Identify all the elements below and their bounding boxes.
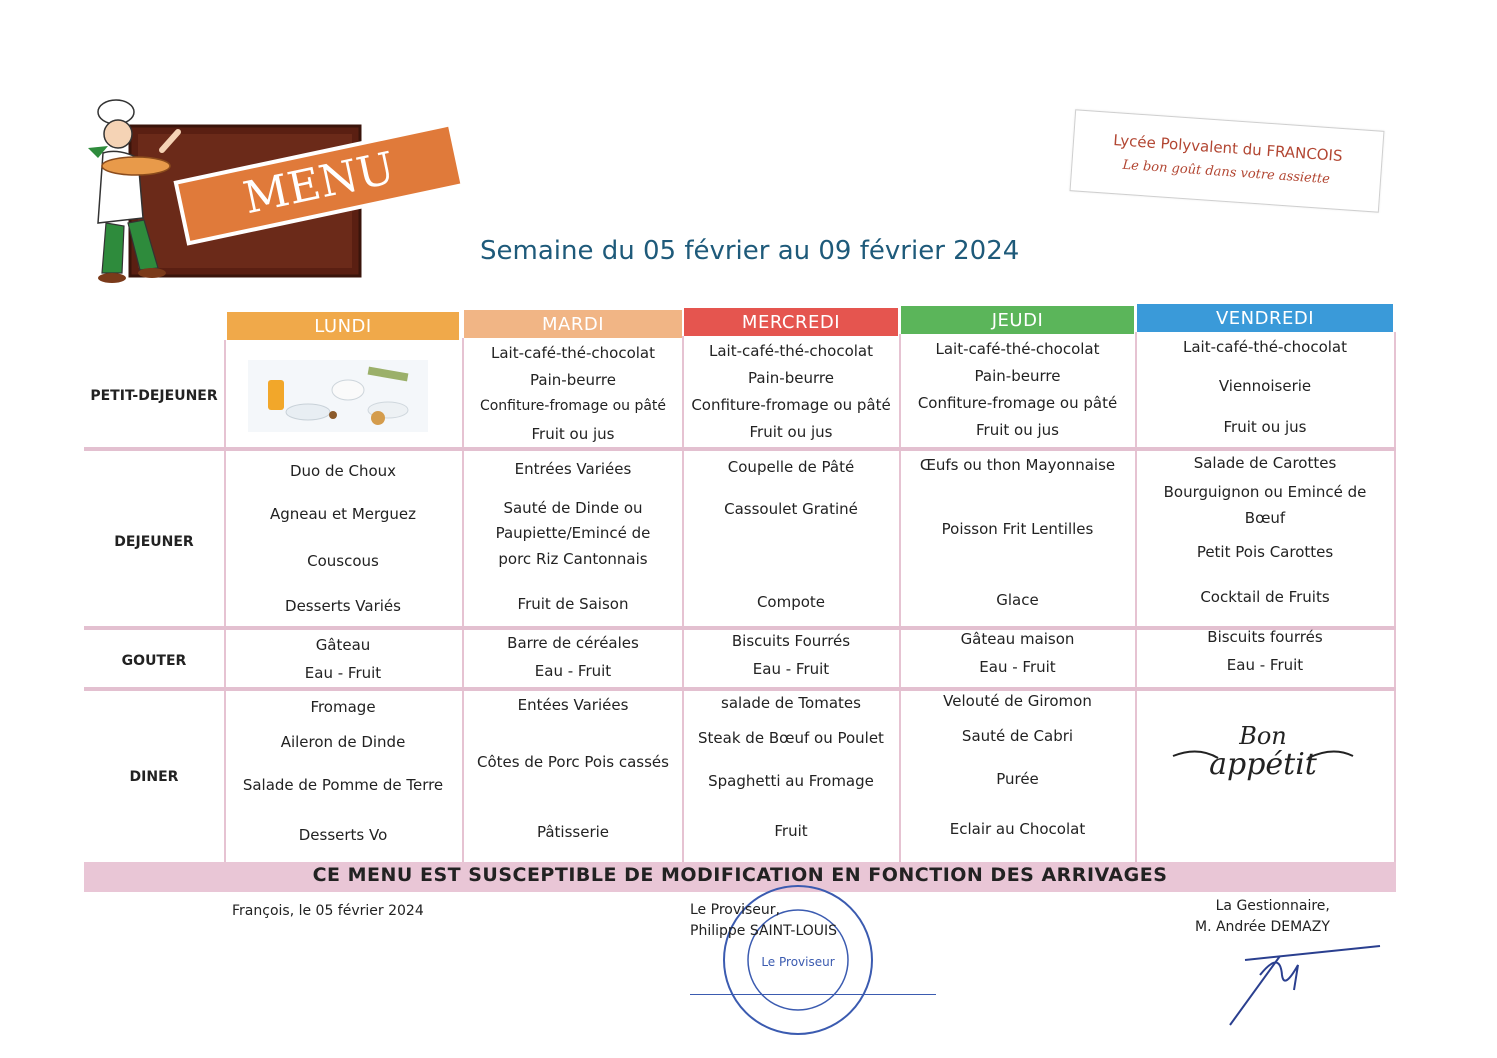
breakfast-image [248,360,428,432]
menu-item: Pâtisserie [536,823,610,841]
school-stamp-box [1070,109,1385,212]
menu-item: Couscous [307,552,379,570]
menu-item: Eclair au Chocolat [949,820,1086,838]
chef-menu-illustration [78,98,468,298]
cell-petit-dejeuner-vendredi [1137,336,1393,441]
day-header-mardi: MARDI [541,314,605,335]
menu-item: Fruit ou jus [749,423,833,441]
day-header-vendredi: VENDREDI [1215,308,1315,329]
menu-item: Fruit de Saison [517,595,629,613]
proviseur-title: Le Proviseur, [690,902,780,918]
menu-item: Coupelle de Pâté [727,458,855,476]
menu-item: Eau - Fruit [304,664,382,682]
menu-item: Petit Pois Carottes [1196,543,1334,561]
menu-item: Eau - Fruit [752,660,830,678]
cell-gouter-lundi [227,634,459,688]
menu-item: Confiture-fromage ou pâté [691,396,891,414]
menu-item: Desserts Vo [298,826,388,844]
proviseur-name: Philippe SAINT-LOUIS [690,923,838,939]
menu-item: Paupiette/Emincé de [495,524,651,542]
menu-item: Salade de Carottes [1193,454,1337,472]
cell-diner-jeudi [901,690,1134,850]
menu-board-text: MENU [239,142,400,225]
menu-item: Gâteau [315,636,371,654]
menu-item: Côtes de Porc Pois cassés [477,753,669,771]
row-label-petit-dejeuner: PETIT-DEJEUNER [90,388,218,404]
bon-appetit-lettering [1168,716,1358,786]
cell-gouter-jeudi [901,628,1134,682]
menu-item: Eau - Fruit [979,658,1056,676]
modification-notice: CE MENU EST SUSCEPTIBLE DE MODIFICATION EN FONCTION DES ARRIVAGES [84,862,1396,892]
menu-item: Biscuits fourrés [1207,628,1323,646]
day-header-lundi: LUNDI [314,316,372,337]
page-title: Semaine du 05 février au 09 février 2024 [480,236,1020,266]
menu-item: Entrées Variées [514,460,632,478]
cell-diner-mardi [464,694,682,854]
menu-item: Salade de Pomme de Terre [242,776,444,794]
menu-item: Pain-beurre [974,367,1061,385]
gestionnaire-name: M. Andrée DEMAZY [1195,919,1330,935]
menu-item: Confiture-fromage ou pâté [917,394,1118,412]
row-label-dejeuner: DEJEUNER [114,534,194,550]
menu-item: Desserts Variés [285,597,401,615]
cell-petit-dejeuner-mardi [464,342,682,447]
menu-item: Spaghetti au Fromage [708,772,874,790]
place-date: François, le 05 février 2024 [232,903,424,919]
day-header-mercredi: MERCREDI [741,312,841,333]
cell-petit-dejeuner-mercredi [684,340,898,445]
menu-item: Barre de céréales [507,634,639,652]
menu-item: Fruit [774,822,808,840]
cell-dejeuner-lundi [227,454,459,624]
menu-item: Entées Variées [517,696,629,714]
menu-item: Pain-beurre [530,371,616,389]
menu-item: Eau - Fruit [534,662,612,680]
menu-item: Glace [996,591,1039,609]
menu-item: Duo de Choux [289,462,397,480]
cell-dejeuner-jeudi [901,448,1134,618]
cell-gouter-mercredi [684,630,898,684]
svg-text:Bon: Bon [1239,722,1287,750]
row-label-diner: DINER [129,769,179,785]
menu-item: salade de Tomates [721,694,861,712]
menu-item: Bourguignon ou Emincé de [1163,483,1367,501]
menu-item: Fruit ou jus [1223,418,1307,436]
cell-diner-mercredi [684,692,898,852]
menu-item: Fruit ou jus [531,425,615,443]
signature-line [690,994,936,995]
proviseur-signature-block [690,900,837,942]
menu-item: Lait-café-thé-chocolat [1183,338,1347,356]
cell-petit-dejeuner-jeudi [901,338,1134,443]
menu-item: porc Riz Cantonnais [498,550,648,568]
menu-item: Agneau et Merguez [269,505,417,523]
gestionnaire-title: La Gestionnaire, [1215,898,1330,914]
cell-diner-lundi [227,696,459,856]
menu-item: Cocktail de Fruits [1200,588,1330,606]
menu-item: Sauté de Cabri [961,727,1074,745]
menu-item: Pain-beurre [748,369,834,387]
handwritten-signature [1220,930,1390,1030]
menu-item: Poisson Frit Lentilles [941,520,1094,538]
menu-item: Sauté de Dinde ou [503,499,643,517]
menu-item: Œufs ou thon Mayonnaise [919,456,1116,474]
row-label-gouter: GOUTER [121,653,187,669]
menu-item: Compote [756,593,826,611]
menu-item: Fromage [310,698,376,716]
menu-item: Biscuits Fourrés [731,632,851,650]
menu-item: Cassoulet Gratiné [724,500,858,518]
menu-item: Gâteau maison [960,630,1075,648]
cell-gouter-vendredi [1137,626,1393,680]
day-header-jeudi: JEUDI [991,310,1044,331]
svg-text:appétit: appétit [1209,747,1317,782]
cell-gouter-mardi [464,632,682,686]
menu-item: Bœuf [1244,509,1286,527]
school-slogan: Le bon goût dans votre assiette [1122,157,1331,188]
menu-item: Eau - Fruit [1226,656,1304,674]
menu-item: Lait-café-thé-chocolat [491,344,655,362]
menu-item: Lait-café-thé-chocolat [709,342,873,360]
cell-dejeuner-vendredi [1137,446,1393,616]
cell-dejeuner-mercredi [684,450,898,620]
menu-item: Viennoiserie [1218,377,1312,395]
menu-item: Steak de Bœuf ou Poulet [698,729,884,747]
menu-item: Aileron de Dinde [280,733,406,751]
menu-item: Fruit ou jus [976,421,1059,439]
menu-item: Confiture-fromage ou pâté [479,398,667,414]
cell-dejeuner-mardi [464,452,682,622]
menu-item: Purée [996,770,1039,788]
school-name: Lycée Polyvalent du FRANCOIS [1112,131,1344,166]
menu-item: Lait-café-thé-chocolat [935,340,1100,358]
svg-text:Le Proviseur: Le Proviseur [761,955,835,969]
menu-item: Velouté de Giromon [943,692,1092,710]
